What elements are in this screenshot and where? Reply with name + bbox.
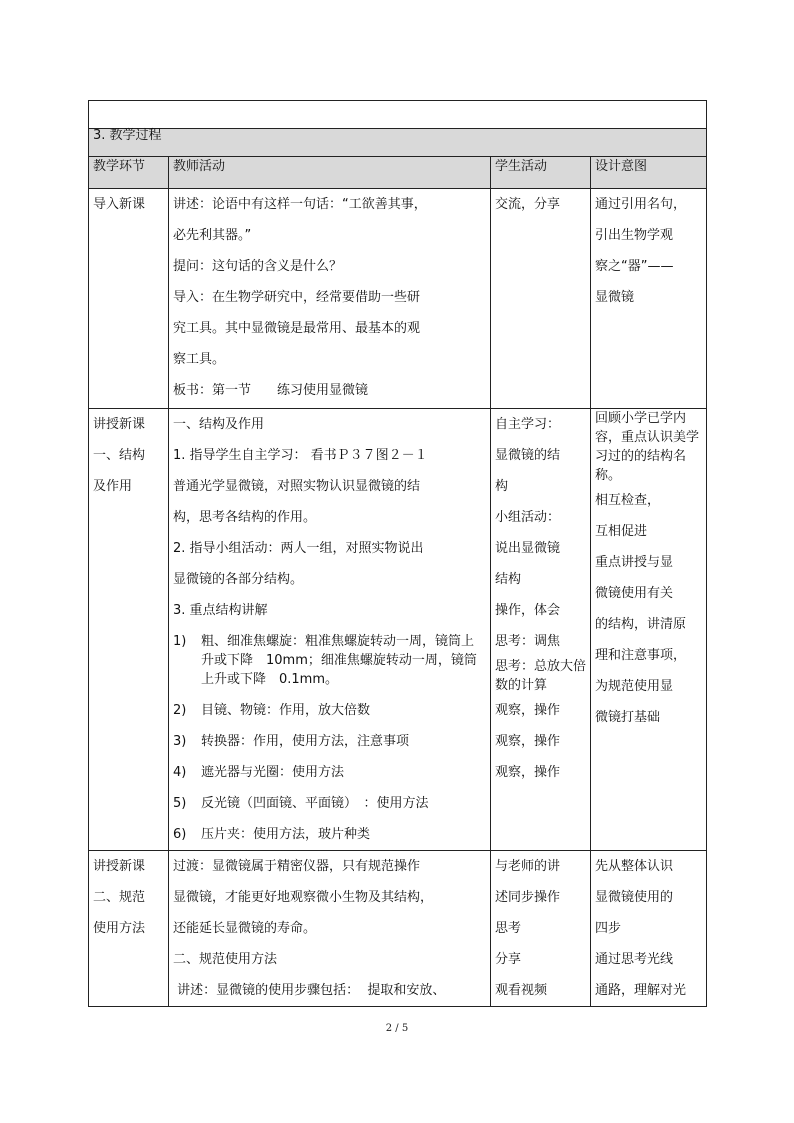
intent-line: 通路，理解对光 (595, 983, 687, 998)
teacher-line: 必先利其器。” (173, 228, 252, 243)
student-line: 述同步操作 (495, 890, 561, 905)
student-cell (491, 851, 591, 1007)
student-line: 操作，体会 (495, 603, 561, 618)
teacher-line: 3. 重点结构讲解 (173, 603, 268, 618)
teacher-line: 讲述：显微镜的使用步骤包括： 提取和安放、 (173, 983, 446, 998)
stage-line: 讲授新课 (93, 859, 146, 874)
teacher-line: 显微镜，才能更好地观察微小生物及其结构， (173, 890, 434, 905)
intent-line: 四步 (595, 921, 622, 936)
student-line: 与老师的讲 (495, 859, 561, 874)
item-text: 反光镜（凹面镜、平面镜） ：使用方法 (201, 796, 429, 811)
structure-item (173, 726, 486, 757)
blank-row (89, 101, 707, 129)
student-line: 自主学习： (495, 417, 561, 432)
student-line: 说出显微镜 (495, 541, 561, 556)
table-row (89, 409, 707, 851)
intent-line: 通过思考光线 (595, 952, 674, 967)
item-text: 目镜、物镜：作用，放大倍数 (201, 703, 371, 718)
stage-line: 二、规范 (93, 890, 146, 905)
teacher-line: 过渡：显微镜属于精密仪器，只有规范操作 (173, 859, 421, 874)
student-line: 思考：总放大倍数的计算 (495, 659, 587, 693)
teacher-line: 一、结构及作用 (173, 417, 265, 432)
intent-line: 为规范使用显 (595, 679, 674, 694)
header-row (89, 157, 707, 189)
item-number: 2) (173, 703, 187, 718)
student-line: 观察，操作 (495, 703, 561, 718)
header-student: 学生活动 (491, 157, 591, 189)
teacher-line: 导入：在生物学研究中，经常要借助一些研 (173, 290, 421, 305)
intent-line: 微镜使用有关 (595, 586, 674, 601)
student-line: 思考：调焦 (495, 634, 561, 649)
intent-line: 互相促进 (595, 524, 648, 539)
teacher-cell (169, 851, 491, 1007)
stage-line: 及作用 (93, 479, 133, 494)
intent-line: 通过引用名句， (595, 197, 687, 212)
intent-line: 相互检查， (595, 493, 661, 508)
header-intent: 设计意图 (591, 157, 707, 189)
intent-line: 重点讲授与显 (595, 555, 674, 570)
structure-item (173, 695, 486, 726)
item-number: 3) (173, 734, 187, 749)
table-row (89, 189, 707, 409)
header-teacher: 教师活动 (169, 157, 491, 189)
stage-line: 导入新课 (93, 197, 146, 212)
item-number: 1) (173, 634, 187, 649)
student-line: 分享 (495, 952, 522, 967)
intent-line: 显微镜使用的 (595, 890, 674, 905)
student-line: 观看视频 (495, 983, 548, 998)
intent-cell (591, 409, 707, 851)
blank-cell (89, 101, 707, 129)
teacher-line: 还能延长显微镜的寿命。 (173, 921, 317, 936)
item-number: 6) (173, 827, 187, 842)
teacher-line: 讲述：论语中有这样一句话：“工欲善其事， (173, 197, 427, 212)
teacher-line: 板书：第一节 练习使用显微镜 (173, 383, 369, 398)
item-text: 粗、细准焦螺旋：粗准焦螺旋转动一周，镜筒上升或下降 10mm；细准焦螺旋转动一周，镜筒上升或下降 0.1mm。 (201, 634, 477, 687)
structure-item (173, 819, 486, 850)
item-number: 4) (173, 765, 187, 780)
intent-line: 先从整体认识 (595, 859, 674, 874)
structure-item (173, 757, 486, 788)
teacher-line: 察工具。 (173, 352, 226, 367)
teacher-line: 构，思考各结构的作用。 (173, 510, 317, 525)
structure-item (173, 632, 486, 689)
student-line: 观察，操作 (495, 765, 561, 780)
intent-line: 的结构，讲清原 (595, 617, 687, 632)
intent-line: 显微镜 (595, 290, 635, 305)
student-line: 观察，操作 (495, 734, 561, 749)
teacher-line: 提问：这句话的含义是什么？ (173, 259, 343, 274)
teacher-cell (169, 189, 491, 409)
intent-line: 察之“器”—— (595, 259, 674, 274)
intent-line: 引出生物学观 (595, 228, 674, 243)
section-row (89, 129, 707, 157)
teacher-line: 1. 指导学生自主学习： 看书Ｐ３７图２－１ (173, 448, 428, 463)
stage-line: 讲授新课 (93, 417, 146, 432)
student-cell (491, 409, 591, 851)
student-line: 结构 (495, 572, 522, 587)
section-title: 3. 教学过程 (89, 129, 707, 157)
lesson-table (88, 100, 707, 1007)
item-number: 5) (173, 796, 187, 811)
stage-cell (89, 851, 169, 1007)
intent-line: 回顾小学已学内容，重点认识美学习过的的结构名称。 (595, 411, 700, 483)
teacher-line: 普通光学显微镜，对照实物认识显微镜的结 (173, 479, 421, 494)
stage-line: 一、结构 (93, 448, 146, 463)
structure-item (173, 788, 486, 819)
stage-cell (89, 409, 169, 851)
stage-line: 使用方法 (93, 921, 146, 936)
item-text: 转换器：作用，使用方法，注意事项 (201, 734, 410, 749)
stage-cell (89, 189, 169, 409)
page-number: 2 / 5 (385, 1023, 409, 1034)
teacher-line: 究工具。其中显微镜是最常用、最基本的观 (173, 321, 421, 336)
student-line: 显微镜的结 (495, 448, 561, 463)
intent-line: 理和注意事项， (595, 648, 687, 663)
student-line: 小组活动： (495, 510, 561, 525)
student-line: 交流，分享 (495, 197, 561, 212)
teacher-line: 二、规范使用方法 (173, 952, 278, 967)
intent-line: 微镜打基础 (595, 710, 661, 725)
intent-cell (591, 189, 707, 409)
table-row (89, 851, 707, 1007)
student-line: 思考 (495, 921, 522, 936)
student-cell (491, 189, 591, 409)
teacher-cell (169, 409, 491, 851)
header-stage: 教学环节 (89, 157, 169, 189)
item-text: 遮光器与光圈：使用方法 (201, 765, 345, 780)
item-text: 压片夹：使用方法，玻片种类 (201, 827, 371, 842)
student-line: 构 (495, 479, 509, 494)
teacher-line: 显微镜的各部分结构。 (173, 572, 304, 587)
teacher-line: 2. 指导小组活动：两人一组，对照实物说出 (173, 541, 424, 556)
intent-cell (591, 851, 707, 1007)
